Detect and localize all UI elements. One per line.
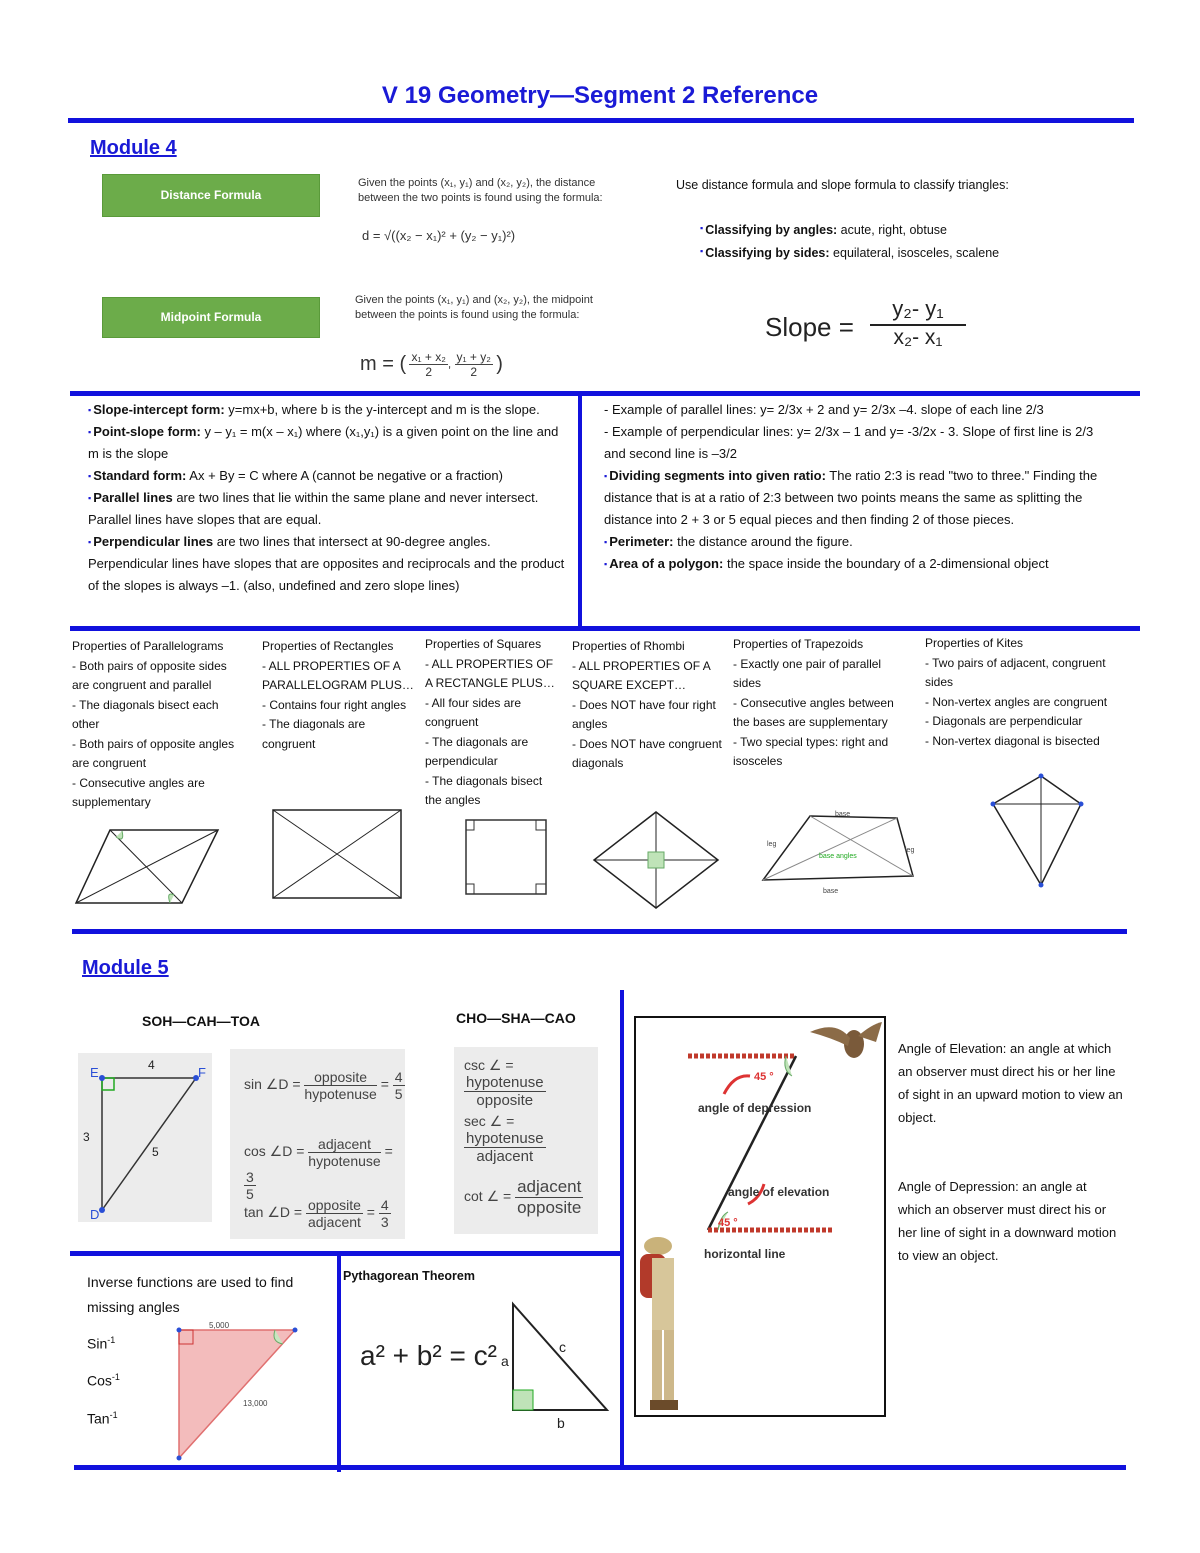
- list-item: - Does NOT have four right angles: [572, 697, 716, 731]
- list-item: - The diagonals bisect each other: [72, 697, 219, 731]
- dep-label: angle of depression: [698, 1101, 812, 1115]
- sec-den: adjacent: [476, 1148, 534, 1165]
- quad-title: Properties of Rhombi: [572, 639, 685, 653]
- quad-title: Properties of Rectangles: [262, 639, 394, 653]
- distance-formula: d = √((x₂ − x₁)² + (y₂ − y₁)²): [362, 228, 516, 243]
- midpoint-tail: ): [496, 353, 503, 375]
- classify-angles-text: acute, right, obtuse: [840, 223, 947, 237]
- svg-text:F: F: [198, 1065, 206, 1080]
- midpoint-formula-button: Midpoint Formula: [102, 297, 320, 338]
- elevation-depression-svg: [636, 1018, 884, 1415]
- csc-label: csc ∠ =: [464, 1057, 514, 1073]
- point-slope-label: Point-slope form:: [93, 424, 201, 439]
- module5-heading: Module 5: [82, 957, 169, 979]
- tan-label: tan ∠D =: [244, 1204, 303, 1221]
- cot-row: [464, 1177, 583, 1218]
- tri-top-value: 4: [148, 1058, 155, 1072]
- slope-numerator: y₂- y₁: [870, 296, 966, 326]
- cos-den: hypotenuse: [308, 1153, 381, 1169]
- perpendicular-lines-text: are two lines that intersect at 90-degree angles. Perpendicular lines have slopes that are opposites and reciprocals and the product of the slopes is always –1. (also, undefined and zero slope lines): [88, 534, 565, 593]
- list-item: - ALL PROPERTIES OF A SQUARE EXCEPT…: [572, 658, 711, 692]
- tan-inverse: [87, 1410, 118, 1427]
- inv-top-value: 5,000: [209, 1321, 230, 1330]
- sin-inv-label: Sin: [87, 1335, 108, 1352]
- parallelogram-figure: [70, 825, 230, 910]
- trap-leg-left: leg: [767, 841, 777, 848]
- list-item: - Non-vertex diagonal is bisected: [925, 733, 1100, 748]
- cos-inverse: [87, 1372, 120, 1389]
- list-item: - Contains four right angles: [262, 697, 407, 712]
- tan-vnum: 4: [380, 1197, 389, 1213]
- tan-vden: 3: [380, 1214, 389, 1230]
- triangle-def-figure: [78, 1053, 212, 1222]
- parallel-lines-label: Parallel lines: [93, 490, 173, 505]
- csc-row: [464, 1057, 598, 1109]
- slope-denominator: x₂- x₁: [893, 326, 943, 349]
- example-perpendicular: - Example of perpendicular lines: y= 2/3x – 1 and y= -3/2x - 3. Slope of first line is 2/3 and second line is –3/2: [604, 424, 1094, 461]
- list-item: - Does NOT have congruent diagonals: [572, 736, 722, 770]
- kite-figure: [985, 770, 1090, 895]
- left-notes: ▪ Slope-intercept form: y=mx+b, where b is the y-intercept and m is the slope. ▪ Point-slope form: y – y₁ = m(x – x₁) where (x₁,y₁) is a given point on the line and m is the slope ▪ Standard form: Ax + By = C where A (cannot be negative or a fraction) ▪ Parallel lines are two lines that lie within the same plane and never intersect. Parallel lines have slopes that are equal. ▪ Perpendicular lines are two lines that intersect at 90-degree angles. Perpendicular lines have slopes that are opposites and reciprocals and the product of the slopes is always –1. (also, undefined and zero slope lines): [88, 402, 565, 593]
- slope-intercept-label: Slope-intercept form:: [93, 402, 225, 417]
- horiz-label: horizontal line: [704, 1247, 786, 1261]
- midpoint-n2: y₁ + y₂: [456, 350, 491, 364]
- midpoint-formula: m = ( $\frac{\text{x₁ + x₂}}{2}$ , $\frac{\text{y₁ + y₂}}{2}$ ): [360, 350, 503, 379]
- inv-exp: -1: [109, 1410, 118, 1420]
- square-figure: [462, 818, 552, 898]
- page-title: V 19 Geometry—Segment 2 Reference: [381, 82, 819, 109]
- parallel-lines-text: are two lines that lie within the same plane and never intersect. Parallel lines have slopes that are equal.: [88, 490, 539, 527]
- midpoint-d1: 2: [425, 365, 432, 379]
- csc-num: hypotenuse: [466, 1074, 544, 1091]
- classify-sides-label: Classifying by sides:: [705, 246, 830, 260]
- perimeter-text: the distance around the figure.: [677, 534, 853, 549]
- cos-vden: 5: [246, 1186, 254, 1202]
- cot-den: opposite: [517, 1198, 582, 1217]
- slope-label: Slope =: [765, 312, 854, 342]
- quad-title: Properties of Squares: [425, 637, 542, 651]
- trap-base-angles: base angles: [819, 853, 857, 860]
- sec-label: sec ∠ =: [464, 1113, 515, 1129]
- classify-sides: ▪ Classifying by sides: equilateral, isosceles, scalene: [700, 246, 1000, 260]
- list-item: - Two pairs of adjacent, congruent sides: [925, 655, 1106, 689]
- example-parallel: - Example of parallel lines: y= 2/3x + 2 and y= 2/3x –4. slope of each line 2/3: [604, 402, 1044, 417]
- point-slope-text: y – y₁ = m(x – x₁) where (x₁,y₁) is a given point on the line and m is the slope: [88, 424, 559, 461]
- tan-num: opposite: [307, 1197, 361, 1213]
- sin-inverse: [87, 1335, 115, 1352]
- list-item: - Two special types: right and isosceles: [733, 734, 889, 768]
- midpoint-n1: x₁ + x₂: [411, 350, 446, 364]
- module4-heading: Module 4: [90, 137, 177, 159]
- pyth-c: c: [559, 1339, 566, 1355]
- pythagorean-title: Pythagorean Theorem: [343, 1269, 475, 1283]
- area-text: the space inside the boundary of a 2-dimensional object: [726, 556, 1049, 571]
- list-item: - Consecutive angles between the bases are supplementary: [733, 695, 894, 729]
- quad-rhombus: [572, 637, 722, 774]
- quad-title: Properties of Kites: [925, 636, 1024, 650]
- inv-exp: -1: [111, 1372, 120, 1382]
- midpoint-d2: 2: [470, 365, 478, 379]
- classify-angles-label: Classifying by angles:: [705, 223, 838, 237]
- dividing-label: Dividing segments into given ratio:: [609, 468, 826, 483]
- csc-den: opposite: [476, 1092, 534, 1109]
- list-item: - The diagonals bisect the angles: [425, 773, 543, 807]
- quad-kite: [925, 634, 1125, 751]
- slope-intercept-text: y=mx+b, where b is the y-intercept and m is the slope.: [228, 402, 540, 417]
- classify-angles: ▪ Classifying by angles: acute, right, obtuse: [700, 223, 947, 237]
- list-item: - Both pairs of opposite sides are congruent and parallel: [72, 658, 227, 692]
- cot-num: adjacent: [517, 1177, 582, 1196]
- list-item: - Both pairs of opposite angles are congruent: [72, 736, 235, 770]
- midpoint-lead: m = (: [360, 353, 407, 375]
- trap-base-bottom: base: [823, 888, 839, 893]
- divider: [74, 1465, 1126, 1470]
- trapezoid-figure: [755, 808, 925, 893]
- divider: [72, 929, 1127, 934]
- right-notes: - Example of parallel lines: y= 2/3x + 2 and y= 2/3x –4. slope of each line 2/3 - Example of perpendicular lines: y= 2/3x – 1 and y= -3/2x - 3. Slope of first line is 2/3 and second line is –3/2 ▪ Dividing segments into given ratio: The ratio 2:3 is read "two to three." Finding the distance that is at a ratio of 2:3 between two points means the same as splitting the distance into 2 + 3 or 5 equal pieces and then finding 2 of those pieces. ▪ Perimeter: the distance around the figure. ▪ Area of a polygon: the space inside the boundary of a 2-dimensional object: [604, 399, 1116, 575]
- soh-cah-toa: SOH—CAH—TOA: [142, 1013, 260, 1029]
- reciprocal-ratios-panel: [454, 1047, 598, 1234]
- cho-sha-cao: CHO—SHA—CAO: [456, 1010, 576, 1026]
- divider: [68, 118, 1134, 123]
- perimeter-label: Perimeter:: [609, 534, 674, 549]
- quad-title: Properties of Trapezoids: [733, 637, 864, 651]
- trap-base-top: base: [835, 811, 851, 818]
- tri-left-value: 3: [83, 1130, 90, 1144]
- divider: [70, 626, 1140, 631]
- sin-num: opposite: [304, 1069, 376, 1086]
- inv-exp: -1: [107, 1335, 116, 1345]
- trap-leg-right: leg: [905, 847, 915, 854]
- sin-vden: 5: [394, 1086, 403, 1102]
- hiker-icon: [640, 1237, 678, 1410]
- pyth-b: b: [557, 1415, 565, 1431]
- list-item: - Non-vertex angles are congruent: [925, 694, 1108, 709]
- quad-parallelogram: [72, 637, 247, 813]
- elev-deg: 45 °: [718, 1217, 738, 1229]
- triangle-def-panel: [78, 1053, 212, 1222]
- pythagorean-formula: a² + b² = c²: [360, 1340, 497, 1371]
- sec-num: hypotenuse: [466, 1130, 544, 1147]
- divider: [620, 990, 624, 1465]
- tan-row: tan ∠D = $\frac{\text{opposite}}{\text{adjacent}}$ = $\frac{4}{3}$: [244, 1197, 389, 1230]
- sin-den: hypotenuse: [304, 1086, 377, 1102]
- rectangle-figure: [268, 805, 408, 905]
- elevation-definition: Angle of Elevation: an angle at which an observer must direct his or her line of sight in an upward motion to view an object.: [898, 1041, 1123, 1125]
- trig-ratios-panel: [230, 1049, 405, 1239]
- svg-text:E: E: [90, 1065, 99, 1080]
- sec-row: [464, 1113, 598, 1165]
- cos-label: cos ∠D =: [244, 1143, 305, 1160]
- divider: [70, 391, 1140, 396]
- rhombus-figure: [590, 808, 725, 913]
- list-item: - Consecutive angles are supplementary: [72, 775, 205, 809]
- cos-vnum: 3: [246, 1169, 254, 1185]
- inverse-text: Inverse functions are used to find missing angles: [87, 1274, 294, 1315]
- dividing-text: The ratio 2:3 is read "two to three." Finding the distance that is at a ratio of 2:3 between two points means the same as splitting the distance into 2 + 3 or 5 equal pieces and then finding 2 of those pieces.: [604, 468, 1098, 527]
- divider: [70, 1251, 623, 1256]
- tri-hyp-value: 5: [152, 1145, 159, 1159]
- standard-form-text: Ax + By = C where A (cannot be negative or a fraction): [189, 468, 503, 483]
- classify-intro: Use distance formula and slope formula to classify triangles:: [676, 178, 1009, 192]
- sin-label: sin ∠D =: [244, 1076, 301, 1093]
- cos-inv-label: Cos: [87, 1372, 112, 1389]
- tan-inv-label: Tan: [87, 1410, 110, 1427]
- pyth-a: a: [501, 1353, 509, 1369]
- perpendicular-lines-label: Perpendicular lines: [93, 534, 214, 549]
- divider: [578, 394, 582, 626]
- divider: [337, 1254, 341, 1472]
- cos-row: cos ∠D = $\frac{\text{adjacent}}{\text{hypotenuse}}$ = $\frac{3}{5}$: [244, 1136, 393, 1202]
- list-item: - All four sides are congruent: [425, 695, 522, 729]
- inverse-triangle-figure: [165, 1318, 305, 1468]
- depression-definition: Angle of Depression: an angle at which an observer must direct his or her line of sight in a downward motion to view an object.: [898, 1179, 1117, 1263]
- pythagorean-triangle-figure: [495, 1298, 615, 1433]
- sin-row: sin ∠D = $\frac{\text{opposite}}{\text{hypotenuse}}$ = $\frac{4}{5}$: [244, 1069, 403, 1102]
- hawk-icon: [810, 1022, 882, 1058]
- standard-form-label: Standard form:: [93, 468, 187, 483]
- cot-label: cot ∠ =: [464, 1188, 512, 1205]
- midpoint-description: Given the points (x₁, y₁) and (x₂, y₂), the midpoint between the points is found using the formula:: [355, 294, 593, 321]
- distance-description: Given the points (x₁, y₁) and (x₂, y₂), the distance between the two points is found using the formula:: [358, 177, 603, 204]
- quad-rectangle: [262, 637, 417, 754]
- distance-formula-button: Distance Formula: [102, 174, 320, 217]
- list-item: - The diagonals are perpendicular: [425, 734, 529, 768]
- list-item: - Exactly one pair of parallel sides: [733, 656, 882, 690]
- svg-text:D: D: [90, 1207, 100, 1222]
- sin-vnum: 4: [394, 1069, 403, 1085]
- list-item: - Diagonals are perpendicular: [925, 714, 1083, 728]
- list-item: - ALL PROPERTIES OF A PARALLELOGRAM PLUS…: [262, 658, 414, 692]
- elevation-depression-figure: [634, 1016, 886, 1417]
- inv-hyp-value: 13,000: [243, 1399, 268, 1408]
- classify-sides-text: equilateral, isosceles, scalene: [833, 246, 1000, 260]
- elev-label: angle of elevation: [728, 1185, 830, 1199]
- quad-trapezoid: [733, 635, 898, 772]
- quad-title: Properties of Parallelograms: [72, 639, 224, 653]
- list-item: - ALL PROPERTIES OF A RECTANGLE PLUS…: [425, 656, 555, 690]
- list-item: - The diagonals are congruent: [262, 717, 366, 751]
- quad-square: [425, 635, 560, 811]
- area-label: Area of a polygon:: [609, 556, 724, 571]
- dep-deg: 45 °: [754, 1071, 774, 1083]
- cos-num: adjacent: [308, 1136, 380, 1153]
- tan-den: adjacent: [307, 1214, 361, 1230]
- slope-formula: [870, 296, 966, 350]
